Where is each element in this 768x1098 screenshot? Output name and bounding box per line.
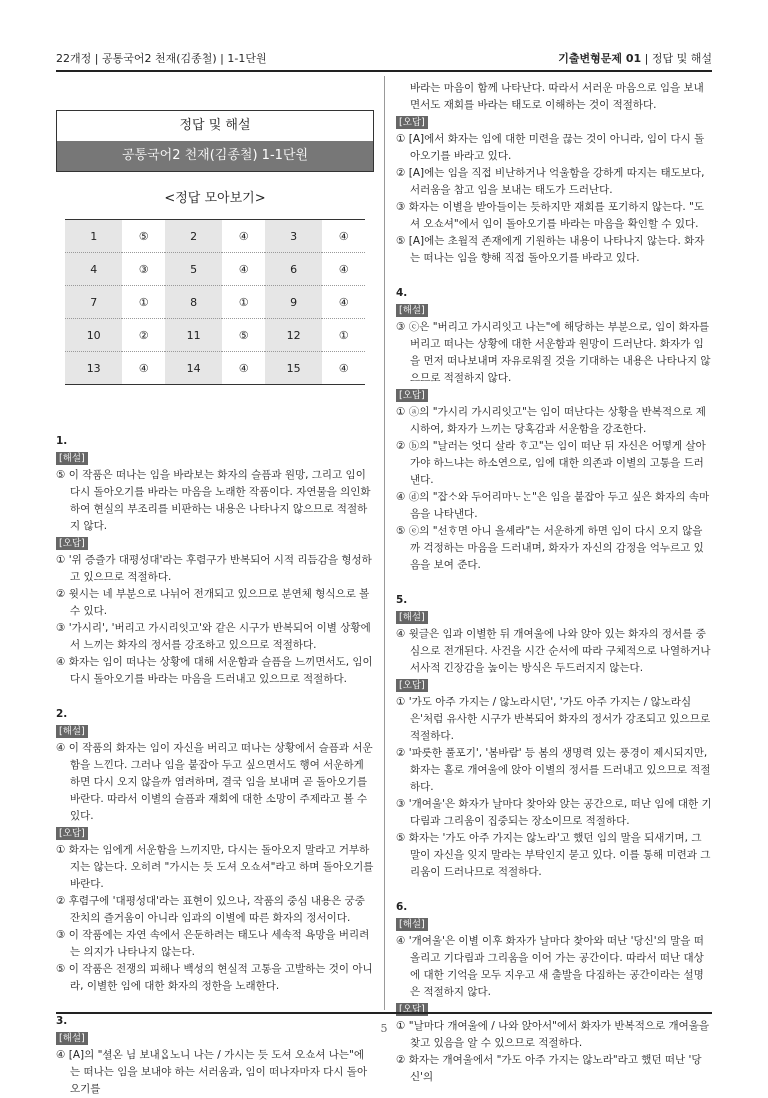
answer-row (65, 319, 365, 352)
answer-row (65, 253, 365, 286)
question-number: 4 (65, 253, 122, 286)
answer-choice: ⑤ (122, 220, 165, 253)
question-number: 11 (165, 319, 222, 352)
question-3-number: 3. (56, 1015, 68, 1027)
answer-row (65, 286, 365, 319)
answer-choice: ④ (122, 352, 165, 385)
answer-choice: ④ (322, 253, 365, 286)
q1-wrong-1: ① '위 증즐가 대평성대'라는 후렴구가 반복되어 시적 리듬감을 형성하고 있으므로 적절하다. (56, 554, 372, 583)
question-number: 14 (165, 352, 222, 385)
title-top: 정답 및 해설 (179, 118, 251, 133)
answer-row (65, 220, 365, 253)
q4-wrong-2: ② ⓑ의 "날러는 엇디 살라 ᄒᆞ고"는 임이 떠난 뒤 자신은 어떻게 살아가야 하느냐는 하소연으로, 임에 대한 의존과 이별의 고통을 드러낸다. (396, 440, 706, 486)
answer-choice: ④ (222, 253, 265, 286)
right-column (396, 80, 712, 1086)
q2-wrong-3: ③ 이 작품에는 자연 속에서 은둔하려는 태도나 세속적 욕망을 버리려는 의지가 나타나지 않는다. (56, 929, 370, 958)
q1-wrong-2: ② 윗시는 네 부분으로 나뉘어 전개되고 있으므로 분연체 형식으로 볼 수 있다. (56, 588, 370, 617)
q2-explanation: ④ 이 작품의 화자는 임이 자신을 버리고 떠나는 상황에서 슬픔과 서운함을 느낀다. 그러나 임을 붙잡아 두고 싶으면서도 행여 서운하게 하면 다시 오지 않을까 염려하며, 결국 임을 보내며 곧 돌아오기를 바란다. 따라서 이별의 슬픔과 재회에 대한 소망이 주제라고 볼 수 있다. (56, 742, 373, 822)
q5-wrong-3: ③ '개여울'은 화자가 날마다 찾아와 앉는 공간으로, 떠난 임에 대한 기다림과 그리움이 집중되는 장소이므로 적절하다. (396, 798, 712, 827)
wrong-answer-tag: [오답] (396, 389, 428, 402)
answer-choice: ⑤ (222, 319, 265, 352)
q3-explanation-continued: 바라는 마음이 함께 나타난다. 따라서 서러운 마음으로 임을 보내면서도 재회를 바라는 태도로 이해하는 것이 적절하다. (410, 82, 704, 111)
header-rule (56, 70, 712, 72)
q5-wrong-2: ② '파릇한 풀포기', '봄바람' 등 봄의 생명력 있는 풍경이 제시되지만, 화자는 홀로 개여울에 앉아 이별의 정서를 드러내고 있으므로 적절하다. (396, 747, 711, 793)
question-number: 7 (65, 286, 122, 319)
q6-wrong-2: ② 화자는 개여울에서 "가도 아주 가지는 않노라"라고 했던 떠난 '당신'의 (396, 1054, 702, 1083)
explanation-tag: [해설] (396, 611, 428, 624)
q1-wrong-3: ③ '가시리', '버리고 가시리잇고'와 같은 시구가 반복되어 이별 상황에서 느끼는 화자의 정서를 강조하고 있으므로 적절하다. (56, 622, 371, 651)
wrong-answer-tag: [오답] (396, 1003, 428, 1016)
header-right-rest: | 정답 및 해설 (641, 52, 712, 65)
answer-choice: ① (322, 319, 365, 352)
q3-wrong-5: ⑤ [A]에는 초월적 존재에게 기원하는 내용이 나타나지 않는다. 화자는 떠나는 임을 향해 직접 돌아오기를 바라고 있다. (396, 235, 705, 264)
footer-rule (56, 1012, 712, 1014)
header-right (558, 50, 712, 66)
explanation-tag: [해설] (396, 304, 428, 317)
q1-wrong-4: ④ 화자는 임이 떠나는 상황에 대해 서운함과 슬픔을 느끼면서도, 임이 다시 돌아오기를 바라는 마음을 드러내고 있으므로 적절하다. (56, 656, 373, 685)
answers-heading: <정답 모아보기> (164, 191, 266, 206)
answer-choice: ① (122, 286, 165, 319)
question-number: 3 (265, 220, 322, 253)
q5-wrong-5: ⑤ 화자는 '가도 아주 가지는 않노라'고 했던 임의 말을 되새기며, 그 말이 자신을 잊지 말라는 부탁인지 묻고 있다. 이를 통해 미련과 그리움이 드러나므로 적절하다. (396, 832, 711, 878)
q5-explanation: ④ 윗글은 임과 이별한 뒤 개여울에 나와 앉아 있는 화자의 정서를 중심으로 전개된다. 사건을 시간 순서에 따라 구체적으로 나열하거나 서사적 긴장감을 높이는 방식은 두드러지지 않는다. (396, 628, 711, 674)
q3-wrong-2: ② [A]에는 임을 직접 비난하거나 억울함을 강하게 따지는 태도보다, 서러움을 참고 임을 보내는 태도가 드러난다. (396, 167, 705, 196)
question-number: 9 (265, 286, 322, 319)
question-number: 15 (265, 352, 322, 385)
q1-explanation: ⑤ 이 작품은 떠나는 임을 바라보는 화자의 슬픔과 원망, 그리고 임이 다시 돌아오기를 바라는 마음을 노래한 작품이다. 자연물을 의인화하여 현실의 부조리를 비판하는 내용은 나타나지 않으므로 적절하지 않다. (56, 469, 371, 532)
answer-choice: ④ (322, 286, 365, 319)
q2-wrong-1: ① 화자는 임에게 서운함을 느끼지만, 다시는 돌아오지 말라고 거부하지는 않는다. 오히려 "가시는 듯 도셔 오쇼셔"라고 하며 돌아오기를 바란다. (56, 844, 374, 890)
page-number: 5 (380, 1022, 388, 1035)
answer-choice: ② (122, 319, 165, 352)
question-number: 12 (265, 319, 322, 352)
header-left: 22개정 | 공통국어2 천재(김종철) | 1-1단원 (56, 52, 267, 65)
q4-explanation: ③ ⓒ은 "버리고 가시리잇고 나는"에 해당하는 부분으로, 임이 화자를 버리고 떠나는 상황에 대한 서운함과 원망이 드러난다. 화자가 임을 먼저 떠나보내며 자유로워질 것을 기대하는 내용은 나타나지 않으므로 적절하지 않다. (396, 321, 711, 384)
q3-wrong-1: ① [A]에서 화자는 임에 대한 미련을 끊는 것이 아니라, 임이 다시 돌아오기를 바라고 있다. (396, 133, 705, 162)
question-number: 2 (165, 220, 222, 253)
question-number: 8 (165, 286, 222, 319)
question-2-number: 2. (56, 708, 68, 720)
answer-choice: ① (222, 286, 265, 319)
left-column (56, 80, 374, 1098)
answer-table (65, 219, 365, 385)
answer-choice: ④ (322, 352, 365, 385)
q2-wrong-2: ② 후렴구에 '대평성대'라는 표현이 있으나, 작품의 중심 내용은 궁중 잔치의 즐거움이 아니라 임과의 이별에 따른 화자의 정서이다. (56, 895, 365, 924)
answer-choice: ④ (222, 352, 265, 385)
wrong-answer-tag: [오답] (396, 679, 428, 692)
title-bottom: 공통국어2 천재(김종철) 1-1단원 (57, 141, 373, 171)
answer-row (65, 352, 365, 385)
q6-wrong-1: ① "날마다 개여울에 / 나와 앉아서"에서 화자가 반복적으로 개여울을 찾고 있음을 알 수 있으므로 적절하다. (396, 1020, 710, 1049)
header-right-bold: 기출변형문제 01 (558, 52, 642, 65)
answer-choice: ④ (322, 220, 365, 253)
answer-choice: ③ (122, 253, 165, 286)
q2-wrong-4: ⑤ 이 작품은 전쟁의 피해나 백성의 현실적 고통을 고발하는 것이 아니라, 이별한 임에 대한 화자의 정한을 노래한다. (56, 963, 373, 992)
q4-wrong-1: ① ⓐ의 "가시리 가시리잇고"는 임이 떠난다는 상황을 반복적으로 제시하여, 화자가 느끼는 당혹감과 서운함을 강조한다. (396, 406, 706, 435)
page-header (56, 48, 712, 68)
explanation-tag: [해설] (396, 918, 428, 931)
answer-choice: ④ (222, 220, 265, 253)
question-1-number: 1. (56, 435, 68, 447)
q4-wrong-5: ⑤ ⓔ의 "선ᄒᆞ면 아니 올셰라"는 서운하게 하면 임이 다시 오지 않을까 걱정하는 마음을 드러내며, 화자가 자신의 감정을 억누르고 있음을 보여 준다. (396, 525, 704, 571)
column-divider (384, 76, 385, 1010)
wrong-answer-tag: [오답] (396, 116, 428, 129)
q3-wrong-3: ③ 화자는 이별을 받아들이는 듯하지만 재회를 포기하지 않는다. "도셔 오쇼셔"에서 임이 돌아오기를 바라는 마음을 확인할 수 있다. (396, 201, 704, 230)
wrong-answer-tag: [오답] (56, 537, 88, 550)
title-box (56, 110, 374, 172)
q3-explanation: ④ [A]의 "셜온 님 보내ᄋᆞᆸ노니 나는 / 가시는 듯 도셔 오쇼셔 나는"에는 떠나는 임을 보내야 하는 서러움과, 임이 떠나자마자 다시 돌아오기를 (56, 1049, 368, 1095)
q6-explanation: ④ '개여울'은 이별 이후 화자가 날마다 찾아와 떠난 '당신'의 말을 떠올리고 기다림과 그리움을 이어 가는 공간이다. 따라서 떠난 대상에 대한 기억을 모두 지우고 새 출발을 다짐하는 공간이라는 설명은 적절하지 않다. (396, 935, 704, 998)
question-4-number: 4. (396, 287, 408, 299)
q4-wrong-4: ④ ⓓ의 "잡ᄉᆞ와 두어리마ᄂᆞᄂᆞᆫ"은 임을 붙잡아 두고 싶은 화자의 속마음을 나타낸다. (396, 491, 710, 520)
question-6-number: 6. (396, 901, 408, 913)
question-number: 5 (165, 253, 222, 286)
question-number: 6 (265, 253, 322, 286)
wrong-answer-tag: [오답] (56, 827, 88, 840)
question-5-number: 5. (396, 594, 408, 606)
explanation-tag: [해설] (56, 725, 88, 738)
explanation-tag: [해설] (56, 452, 88, 465)
explanation-tag: [해설] (56, 1032, 88, 1045)
question-number: 1 (65, 220, 122, 253)
question-number: 10 (65, 319, 122, 352)
question-number: 13 (65, 352, 122, 385)
q5-wrong-1: ① '가도 아주 가지는 / 않노라시던', '가도 아주 가지는 / 않노라심은'처럼 유사한 시구가 반복되어 화자의 정서가 강조되고 있으므로 적절하다. (396, 696, 711, 742)
